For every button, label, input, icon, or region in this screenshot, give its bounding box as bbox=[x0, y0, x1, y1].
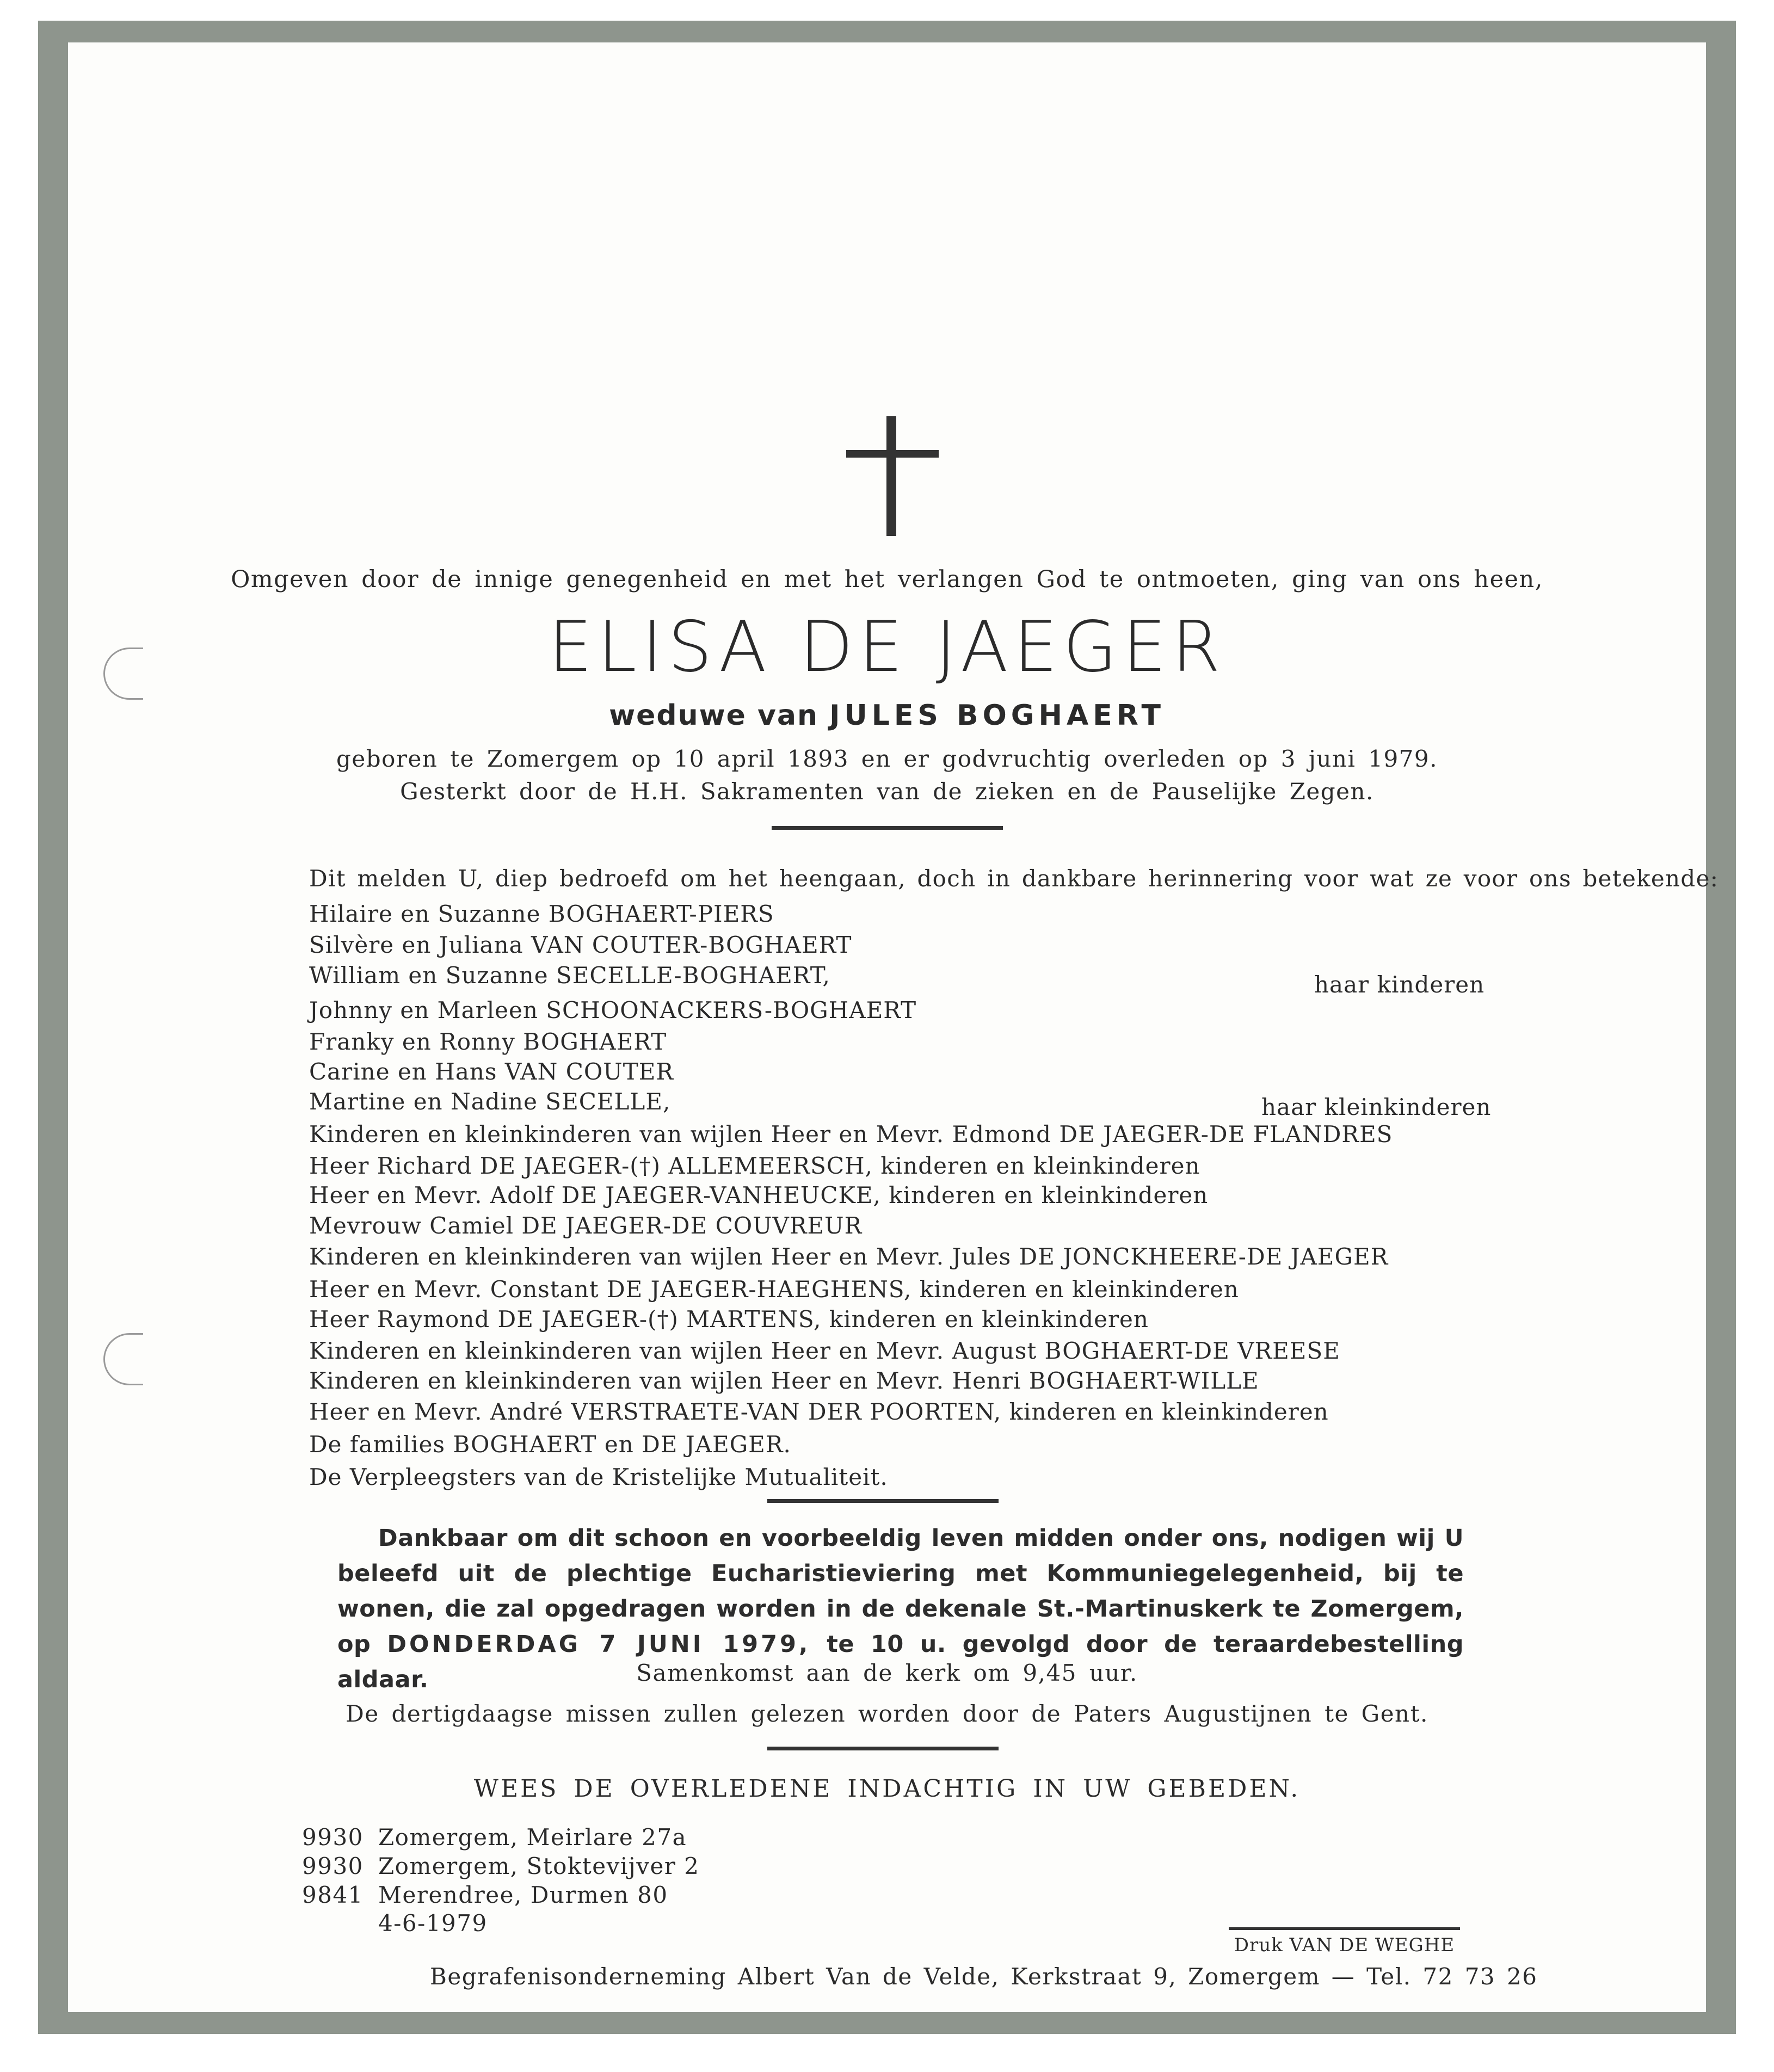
mourner-line: Johnny en Marleen SCHOONACKERS-BOGHAERT bbox=[309, 997, 917, 1023]
invitation-text-before: Dankbaar om dit schoon en voorbeeldig leven midden onder ons, nodigen wij U beleefd uit de plechtige Eucharistieviering met Kommuniegelegenheid, bij te wonen, die zal opgedragen worden in de dekenale St.-Martinuskerk te Zomergem, op bbox=[337, 1525, 1464, 1658]
mourner-line: Heer en Mevr. André VERSTRAETE-VAN DER POORTEN, kinderen en kleinkinderen bbox=[309, 1398, 1329, 1425]
mourner-line: Kinderen en kleinkinderen van wijlen Heer en Mevr. August BOGHAERT-DE VREESE bbox=[309, 1337, 1340, 1364]
address-zip: 9930 bbox=[302, 1853, 364, 1879]
divider-2 bbox=[767, 1499, 999, 1503]
address-zip: 9930 bbox=[302, 1824, 364, 1851]
undertaker-line: Begrafenisonderneming Albert Van de Velde, Kerkstraat 9, Zomergem — Tel. 72 73 26 bbox=[430, 1963, 1538, 1990]
mourner-line: Heer en Mevr. Constant DE JAEGER-HAEGHENS, kinderen en kleinkinderen bbox=[309, 1276, 1239, 1303]
mourner-line: Kinderen en kleinkinderen van wijlen Heer en Mevr. Henri BOGHAERT-WILLE bbox=[309, 1367, 1259, 1394]
spouse-name: JULES BOGHAERT bbox=[829, 699, 1165, 732]
intro-text: Omgeven door de innige genegenheid en met het verlangen God te ontmoeten, ging van ons heen, bbox=[231, 566, 1543, 593]
address-place: Merendree, Durmen 80 bbox=[378, 1882, 668, 1908]
printer-credit: Druk VAN DE WEGHE bbox=[1229, 1927, 1460, 1956]
mourner-line: Hilaire en Suzanne BOGHAERT-PIERS bbox=[309, 901, 774, 927]
widow-line bbox=[0, 699, 1774, 732]
notice-date: 4-6-1979 bbox=[378, 1910, 488, 1937]
address-zip: 9841 bbox=[302, 1882, 364, 1908]
divider-3 bbox=[767, 1747, 999, 1750]
label-grandchildren: haar kleinkinderen bbox=[1261, 1094, 1492, 1120]
mourner-line: De Verpleegsters van de Kristelijke Mutualiteit. bbox=[309, 1464, 888, 1490]
prayer-line: WEES DE OVERLEDENE INDACHTIG IN UW GEBEDEN. bbox=[473, 1775, 1301, 1803]
mourner-line: Franky en Ronny BOGHAERT bbox=[309, 1028, 667, 1055]
mourner-line: Kinderen en kleinkinderen van wijlen Heer en Mevr. Jules DE JONCKHEERE-DE JAEGER bbox=[309, 1243, 1389, 1270]
widow-prefix: weduwe van bbox=[609, 699, 819, 732]
mourner-line: Carine en Hans VAN COUTER bbox=[309, 1058, 674, 1085]
mourner-line: De families BOGHAERT en DE JAEGER. bbox=[309, 1431, 791, 1458]
mourner-line: Martine en Nadine SECELLE, bbox=[309, 1088, 671, 1115]
invitation-text-after: te 10 u. gevolgd door de teraardebestelling aldaar. bbox=[337, 1631, 1464, 1693]
mourner-line: Heer Richard DE JAEGER-(†) ALLEMEERSCH, kinderen en kleinkinderen bbox=[309, 1152, 1200, 1179]
mourner-line: Heer Raymond DE JAEGER-(†) MARTENS, kinderen en kleinkinderen bbox=[309, 1306, 1149, 1333]
masses-line: De dertigdaagse missen zullen gelezen worden door de Paters Augustijnen te Gent. bbox=[346, 1700, 1428, 1727]
label-children: haar kinderen bbox=[1314, 971, 1485, 998]
address-place: Zomergem, Stoktevijver 2 bbox=[378, 1853, 700, 1879]
mourner-line: Kinderen en kleinkinderen van wijlen Heer en Mevr. Edmond DE JAEGER-DE FLANDRES bbox=[309, 1121, 1393, 1148]
cross-icon bbox=[846, 416, 939, 536]
divider-1 bbox=[772, 826, 1003, 830]
meeting-line: Samenkomst aan de kerk om 9,45 uur. bbox=[636, 1660, 1138, 1686]
announcement-text: Dit melden U, diep bedroefd om het heengaan, doch in dankbare herinnering voor wat ze voor ons betekende: bbox=[309, 865, 1719, 892]
address-row bbox=[302, 1824, 687, 1851]
mourner-line: Silvère en Juliana VAN COUTER-BOGHAERT bbox=[309, 932, 852, 958]
address-row bbox=[302, 1882, 668, 1908]
birth-death-line: geboren te Zomergem op 10 april 1893 en er godvruchtig overleden op 3 juni 1979. bbox=[336, 745, 1438, 772]
address-row bbox=[302, 1853, 700, 1879]
invitation-day: DONDERDAG 7 JUNI 1979, bbox=[387, 1631, 811, 1658]
address-place: Zomergem, Meirlare 27a bbox=[378, 1824, 687, 1851]
mourner-line: Heer en Mevr. Adolf DE JAEGER-VANHEUCKE, kinderen en kleinkinderen bbox=[309, 1182, 1209, 1208]
sacraments-line: Gesterkt door de H.H. Sakramenten van de zieken en de Pauselijke Zegen. bbox=[400, 778, 1374, 805]
deceased-name: ELISA DE JAEGER bbox=[548, 607, 1226, 688]
mourner-line: Mevrouw Camiel DE JAEGER-DE COUVREUR bbox=[309, 1212, 863, 1239]
mourning-border bbox=[38, 21, 1736, 2034]
mourner-line: William en Suzanne SECELLE-BOGHAERT, bbox=[309, 962, 830, 989]
